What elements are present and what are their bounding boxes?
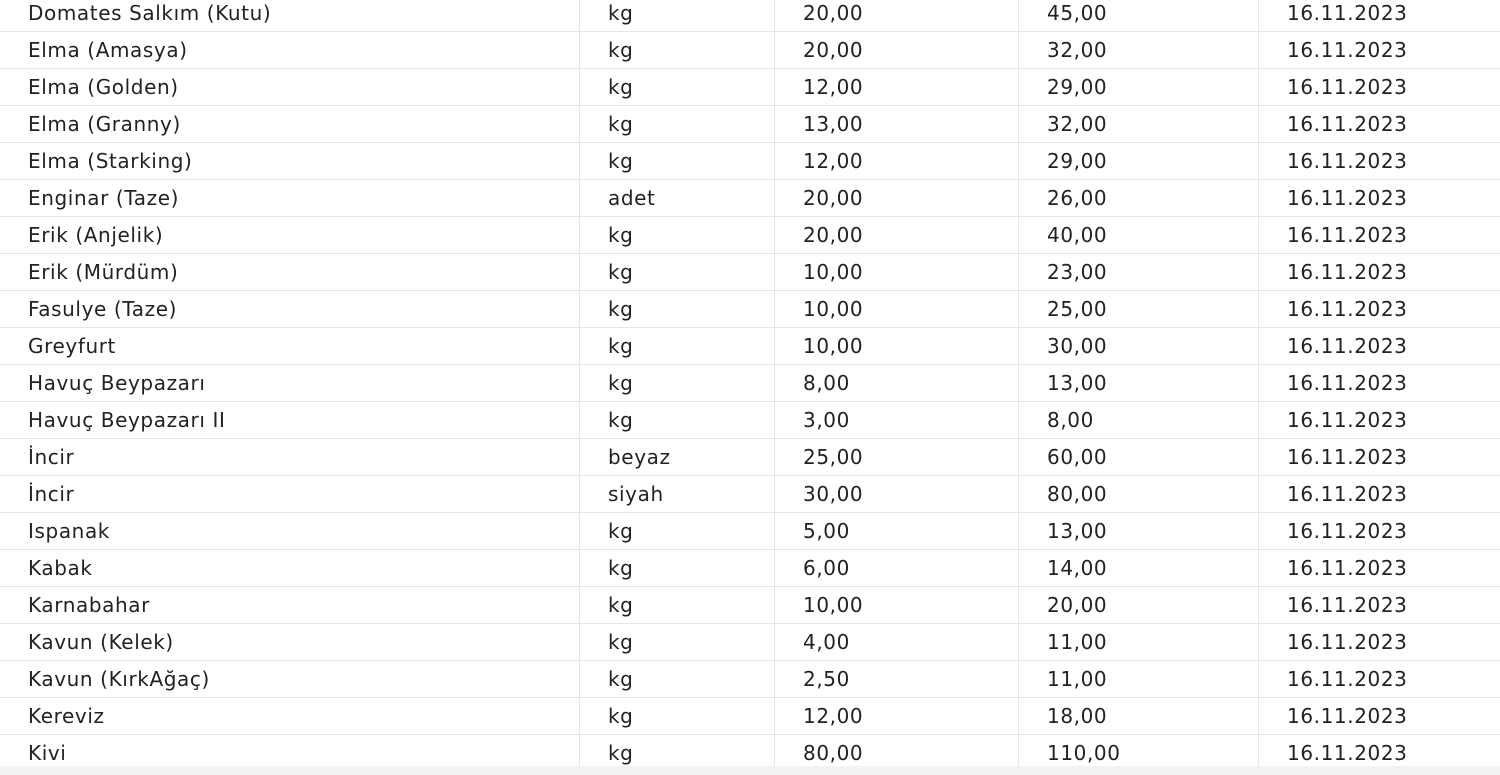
date-cell: 16.11.2023 [1287,593,1408,617]
min-price-cell: 25,00 [775,439,1019,475]
product-name-cell: Karnabahar [0,587,580,623]
date-cell: 16.11.2023 [1287,704,1408,728]
table-row [0,513,1500,550]
table-row [0,291,1500,328]
date-cell: 16.11.2023 [1287,260,1408,284]
max-price-cell: 30,00 [1019,328,1259,364]
min-price-cell: 30,00 [775,476,1019,512]
min-price-cell: 10,00 [775,587,1019,623]
product-name-cell: Kivi [0,735,580,771]
date-cell: 16.11.2023 [1287,112,1408,136]
unit-cell: kg [580,328,775,364]
product-name-cell: Domates Salkım (Kutu) [0,0,580,31]
unit-cell: kg [580,513,775,549]
unit-cell: kg [580,254,775,290]
table-row [0,550,1500,587]
table-row [0,254,1500,291]
min-price-cell: 20,00 [775,217,1019,253]
max-price-cell: 110,00 [1019,735,1259,771]
product-name-cell: Havuç Beypazarı II [0,402,580,438]
product-name-cell: Erik (Mürdüm) [0,254,580,290]
product-name-cell: Ispanak [0,513,580,549]
date-cell: 16.11.2023 [1287,667,1408,691]
product-name-cell: Fasulye (Taze) [0,291,580,327]
unit-cell: kg [580,106,775,142]
max-price-cell: 13,00 [1019,513,1259,549]
max-price-cell: 11,00 [1019,624,1259,660]
table-row [0,624,1500,661]
min-price-cell: 20,00 [775,180,1019,216]
date-cell: 16.11.2023 [1287,1,1408,25]
max-price-cell: 60,00 [1019,439,1259,475]
date-cell: 16.11.2023 [1287,186,1408,210]
max-price-cell: 8,00 [1019,402,1259,438]
max-price-cell: 13,00 [1019,365,1259,401]
table-row [0,587,1500,624]
table-row [0,32,1500,69]
product-name-cell: Elma (Starking) [0,143,580,179]
max-price-cell: 32,00 [1019,32,1259,68]
date-cell: 16.11.2023 [1287,556,1408,580]
min-price-cell: 20,00 [775,32,1019,68]
date-cell: 16.11.2023 [1287,741,1408,765]
max-price-cell: 20,00 [1019,587,1259,623]
unit-cell: kg [580,402,775,438]
unit-cell: adet [580,180,775,216]
min-price-cell: 10,00 [775,328,1019,364]
min-price-cell: 8,00 [775,365,1019,401]
min-price-cell: 3,00 [775,402,1019,438]
max-price-cell: 40,00 [1019,217,1259,253]
date-cell: 16.11.2023 [1287,371,1408,395]
unit-cell: kg [580,624,775,660]
table-row [0,439,1500,476]
min-price-cell: 12,00 [775,143,1019,179]
table-row [0,476,1500,513]
product-name-cell: Greyfurt [0,328,580,364]
date-cell: 16.11.2023 [1287,297,1408,321]
min-price-cell: 13,00 [775,106,1019,142]
unit-cell: kg [580,217,775,253]
table-row [0,69,1500,106]
table-row [0,328,1500,365]
min-price-cell: 6,00 [775,550,1019,586]
min-price-cell: 2,50 [775,661,1019,697]
product-name-cell: Elma (Granny) [0,106,580,142]
product-name-cell: Elma (Amasya) [0,32,580,68]
unit-cell: beyaz [580,439,775,475]
product-name-cell: Kabak [0,550,580,586]
min-price-cell: 12,00 [775,69,1019,105]
product-name-cell: Elma (Golden) [0,69,580,105]
product-name-cell: Havuç Beypazarı [0,365,580,401]
unit-cell: kg [580,0,775,31]
min-price-cell: 80,00 [775,735,1019,771]
date-cell: 16.11.2023 [1287,482,1408,506]
unit-cell: kg [580,698,775,734]
date-cell: 16.11.2023 [1287,38,1408,62]
unit-cell: kg [580,365,775,401]
min-price-cell: 20,00 [775,0,1019,31]
product-name-cell: İncir [0,439,580,475]
product-name-cell: Erik (Anjelik) [0,217,580,253]
min-price-cell: 12,00 [775,698,1019,734]
max-price-cell: 80,00 [1019,476,1259,512]
date-cell: 16.11.2023 [1287,408,1408,432]
max-price-cell: 26,00 [1019,180,1259,216]
max-price-cell: 23,00 [1019,254,1259,290]
min-price-cell: 10,00 [775,291,1019,327]
unit-cell: kg [580,550,775,586]
product-name-cell: İncir [0,476,580,512]
max-price-cell: 45,00 [1019,0,1259,31]
unit-cell: siyah [580,476,775,512]
product-name-cell: Kereviz [0,698,580,734]
unit-cell: kg [580,735,775,771]
product-name-cell: Kavun (KırkAğaç) [0,661,580,697]
table-row [0,661,1500,698]
max-price-cell: 18,00 [1019,698,1259,734]
unit-cell: kg [580,32,775,68]
date-cell: 16.11.2023 [1287,519,1408,543]
min-price-cell: 10,00 [775,254,1019,290]
table-row [0,180,1500,217]
min-price-cell: 4,00 [775,624,1019,660]
max-price-cell: 25,00 [1019,291,1259,327]
date-cell: 16.11.2023 [1287,223,1408,247]
unit-cell: kg [580,143,775,179]
max-price-cell: 29,00 [1019,143,1259,179]
unit-cell: kg [580,661,775,697]
table-row [0,698,1500,735]
unit-cell: kg [580,69,775,105]
date-cell: 16.11.2023 [1287,334,1408,358]
unit-cell: kg [580,587,775,623]
table-row [0,217,1500,254]
date-cell: 16.11.2023 [1287,75,1408,99]
table-row [0,0,1500,32]
max-price-cell: 29,00 [1019,69,1259,105]
date-cell: 16.11.2023 [1287,149,1408,173]
date-cell: 16.11.2023 [1287,445,1408,469]
table-row [0,143,1500,180]
product-name-cell: Enginar (Taze) [0,180,580,216]
max-price-cell: 11,00 [1019,661,1259,697]
date-cell: 16.11.2023 [1287,630,1408,654]
bottom-scroll-strip [0,766,1500,775]
table-row [0,365,1500,402]
min-price-cell: 5,00 [775,513,1019,549]
product-name-cell: Kavun (Kelek) [0,624,580,660]
max-price-cell: 32,00 [1019,106,1259,142]
max-price-cell: 14,00 [1019,550,1259,586]
table-row [0,106,1500,143]
unit-cell: kg [580,291,775,327]
table-row [0,402,1500,439]
